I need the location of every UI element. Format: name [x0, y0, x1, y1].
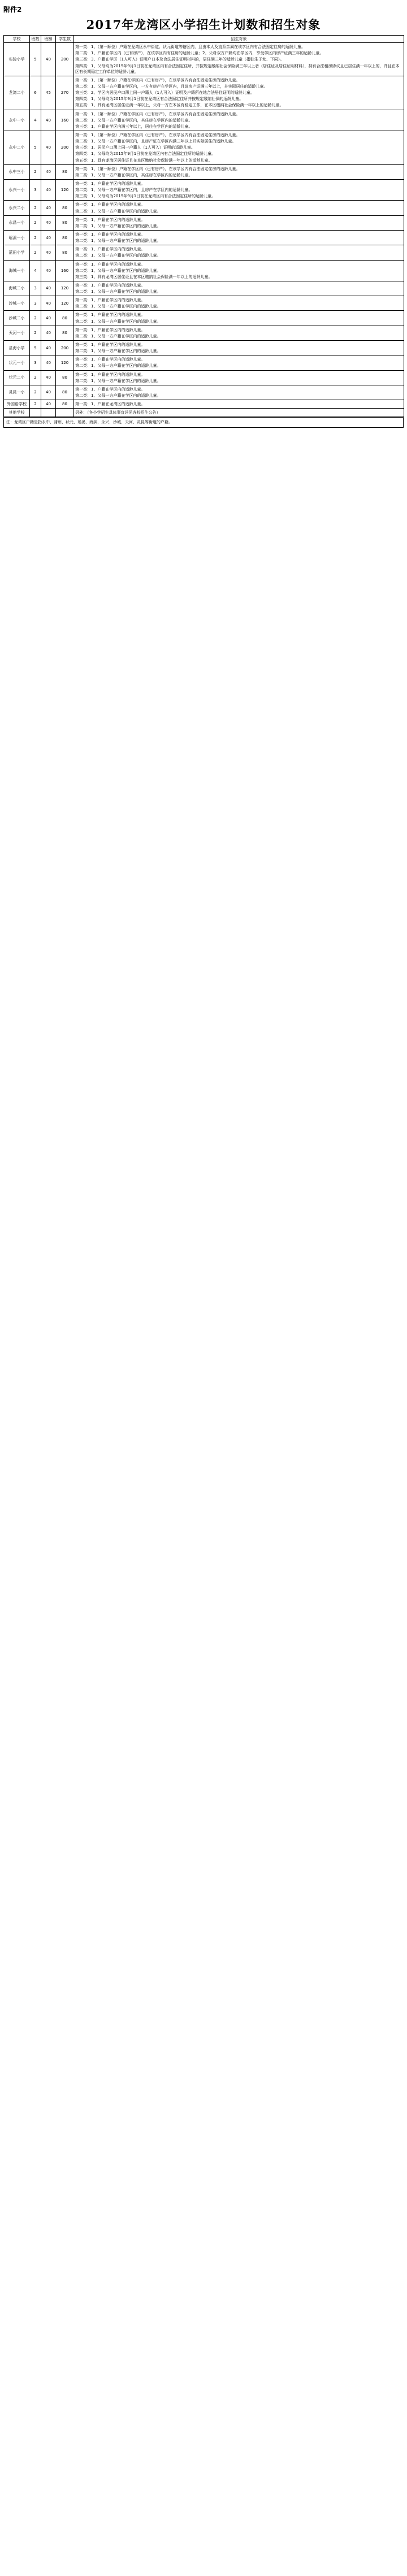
school-cell: 灵昆一小	[4, 385, 30, 400]
school-cell: 永兴一小	[4, 179, 30, 200]
table-row	[4, 326, 404, 340]
header-class-size: 班额	[41, 36, 56, 43]
enrollment-target-line: 第一类：1、（第一顺位）户籍在学区内（已有房产），在该学区内有合法固定住房的适龄儿童。	[75, 77, 240, 83]
school-cell: 外国语学校	[4, 400, 30, 409]
classes-cell: 5	[30, 341, 41, 355]
enrollment-target-line: 第一类：1、户籍在学区内的适龄儿童。	[75, 387, 145, 392]
footer-note: 注：龙湾区户籍是指永中、蒲州、状元、瑶溪、海滨、永兴、沙城、天河、灵昆等街道的户籍。	[4, 418, 404, 427]
enrollment-target-line: 第一类：1、户籍在学区内的适龄儿童。	[75, 298, 145, 303]
enrollment-target-line: 第四类：1、父母均为2015年9月1日前在龙湾区内有合法固定住所的适龄儿童。	[75, 151, 216, 157]
class-size-cell: 40	[41, 400, 56, 409]
students-cell: 120	[56, 179, 74, 200]
enrollment-target-line: 第五类：1、具有龙湾区居住证满一年以上，父母一方在本区有稳定工作，在本区缴纳社会保险满一年以上的适龄儿童。	[75, 103, 284, 108]
class-size-cell: 40	[41, 311, 56, 326]
enrollment-target-line: 第二类：1、父母一方户籍在学区内的适龄儿童。	[75, 363, 161, 368]
enrollment-target-cell	[74, 201, 404, 215]
classes-cell: 2	[30, 311, 41, 326]
enrollment-target-cell	[74, 409, 404, 417]
students-cell: 80	[56, 164, 74, 179]
enrollment-target-line: 第二类：1、父母一方户籍在学区内的适龄儿童。	[75, 319, 161, 324]
class-size-cell: 40	[41, 201, 56, 215]
enrollment-target-line: 第二类：1、父母一方户籍在学区内，一方有房产在学区内，且该房产证满三年以上，并实际居住的适龄儿童。	[75, 84, 268, 89]
table-row	[4, 245, 404, 260]
students-cell: 80	[56, 201, 74, 215]
enrollment-target-line: 第二类：1、父母一方户籍在学区内的适龄儿童。	[75, 209, 161, 214]
enrollment-target-line: 第二类：1、父母一方户籍在学区内，其住房在学区内的适龄儿童。	[75, 172, 193, 177]
students-cell: 120	[56, 296, 74, 311]
enrollment-target-cell	[74, 326, 404, 340]
enrollment-target-line: 第二类：1、父母一方户籍在学区内的适龄儿童。	[75, 378, 161, 383]
school-cell: 永昌一小	[4, 215, 30, 230]
school-cell: 状元二小	[4, 370, 30, 385]
classes-cell: 2	[30, 164, 41, 179]
enrollment-target-line: 第一类：1、户籍在学区内的适龄儿童。	[75, 342, 145, 348]
enrollment-target-line: 第五类：1、具有龙湾区居住证且在本区缴纳社会保险满一年以上的适龄儿童。	[75, 158, 213, 163]
classes-cell: 6	[30, 76, 41, 110]
students-cell: 80	[56, 245, 74, 260]
class-size-cell: 40	[41, 370, 56, 385]
enrollment-target-line: 第一类：1、户籍在学区内的适龄儿童。	[75, 181, 145, 186]
students-cell: 80	[56, 311, 74, 326]
class-size-cell: 40	[41, 230, 56, 245]
enrollment-target-line: 第一类：1、户籍在学区内的适龄儿童。	[75, 357, 145, 362]
table-row	[4, 179, 404, 200]
enrollment-target-cell	[74, 245, 404, 260]
enrollment-target-cell	[74, 355, 404, 370]
enrollment-target-cell	[74, 110, 404, 131]
enrollment-target-line: 第二类：1、父母一方户籍在学区内，且房产在学区内的适龄儿童。	[75, 188, 193, 193]
class-size-cell: 40	[41, 296, 56, 311]
students-cell: 160	[56, 110, 74, 131]
enrollment-target-cell	[74, 370, 404, 385]
enrollment-target-cell	[74, 296, 404, 311]
table-row	[4, 281, 404, 296]
enrollment-target-line: 第一类：1、户籍在学区内的适龄儿童。	[75, 247, 145, 252]
enrollment-target-line: 第四类：1、父母均为2015年9月1日前在龙湾区内有合法固定住所，并按规定缴纳社会保险满三年以上者（居住证及居住证明材料），持有合法租房协议且已居住满一年以上的，并且在本区有长期稳定工作单位的适龄儿童。	[75, 63, 400, 74]
table-row	[4, 370, 404, 385]
classes-cell: 3	[30, 281, 41, 296]
classes-cell: 2	[30, 400, 41, 409]
header-enrollment-targets: 招生对象	[74, 36, 404, 43]
classes-cell	[30, 409, 41, 417]
enrollment-target-line: 第一类：1、户籍在学区内的适龄儿童。	[75, 372, 145, 377]
enrollment-target-cell	[74, 215, 404, 230]
class-size-cell: 40	[41, 260, 56, 281]
enrollment-target-line: 第一类：1、户籍在学区内的适龄儿童。	[75, 262, 145, 267]
school-cell: 天河一小	[4, 326, 30, 340]
header-classes: 班数	[30, 36, 41, 43]
enrollment-target-line: 第三类：1、户籍在学区内满三年以上，居住在学区内的适龄儿童。	[75, 124, 193, 129]
enrollment-table-wrapper	[3, 35, 404, 428]
students-cell: 200	[56, 341, 74, 355]
students-cell: 270	[56, 76, 74, 110]
classes-cell: 2	[30, 230, 41, 245]
table-row	[4, 76, 404, 110]
table-header-row	[4, 36, 404, 43]
school-cell: 永中二小	[4, 131, 30, 164]
classes-cell: 2	[30, 245, 41, 260]
students-cell	[56, 409, 74, 417]
table-row	[4, 296, 404, 311]
enrollment-target-line: 第四类：1、父母均为2015年9月1日前在龙湾区有合法固定住所并按规定缴纳社保的适龄儿童。	[75, 97, 244, 102]
enrollment-target-line: 第二类：1、父母一方户籍在学区内的适龄儿童。	[75, 304, 161, 309]
students-cell: 120	[56, 355, 74, 370]
class-size-cell: 40	[41, 131, 56, 164]
class-size-cell: 40	[41, 326, 56, 340]
classes-cell: 2	[30, 201, 41, 215]
enrollment-target-line: 第一类：1、户籍在学区内的适龄儿童。	[75, 232, 145, 237]
table-row	[4, 230, 404, 245]
enrollment-target-line: 第二类：1、父母一方户籍在学区内，且房产证在学区内满三年以上并实际居住的适龄儿童。	[75, 139, 236, 144]
enrollment-target-line: 第一类：1、户籍在龙湾区的适龄儿童。	[75, 402, 145, 407]
students-cell: 80	[56, 385, 74, 400]
table-row	[4, 409, 404, 417]
table-row	[4, 215, 404, 230]
classes-cell: 5	[30, 131, 41, 164]
students-cell: 120	[56, 281, 74, 296]
table-row	[4, 341, 404, 355]
table-row	[4, 400, 404, 409]
table-row	[4, 385, 404, 400]
classes-cell: 4	[30, 110, 41, 131]
enrollment-target-line: 第三类：1、具有龙湾区居住证且在本区缴纳社会保险满一年以上的适龄儿童。	[75, 274, 213, 279]
enrollment-target-cell	[74, 179, 404, 200]
class-size-cell: 40	[41, 341, 56, 355]
school-cell: 海城一小	[4, 260, 30, 281]
classes-cell: 3	[30, 179, 41, 200]
enrollment-target-line: 第一类：1、户籍在学区内的适龄儿童。	[75, 202, 145, 207]
enrollment-target-cell	[74, 230, 404, 245]
enrollment-target-line: 第二类：1、父母一方户籍在学区内的适龄儿童。	[75, 289, 161, 294]
enrollment-target-cell	[74, 43, 404, 76]
enrollment-target-line: 第三类：1、居民户口簿上同一户籍人（1人可入）证明的适龄儿童。	[75, 145, 195, 150]
classes-cell: 2	[30, 326, 41, 340]
enrollment-target-line: 第二类：1、父母一方户籍在学区内的适龄儿童。	[75, 253, 161, 258]
school-cell: 永中三小	[4, 164, 30, 179]
enrollment-target-line: 第一类：1、（第一顺位）户籍在学区内（已有房产），在该学区内有合法固定住房的适龄儿童。	[75, 111, 240, 116]
table-row	[4, 260, 404, 281]
school-cell: 永中一小	[4, 110, 30, 131]
enrollment-target-line: 第一类：1、（第一顺位）户籍在龙湾区永中街道、状元街道等辖区内，且由本人及直系亲属在该学区内有合法固定住房的适龄儿童。	[75, 45, 305, 50]
school-cell: 星海小学	[4, 341, 30, 355]
enrollment-target-cell	[74, 76, 404, 110]
students-cell: 200	[56, 43, 74, 76]
enrollment-target-line: 第一类：1、（第一顺位）户籍在学区内（已有房产），在该学区内有合法固定住房的适龄儿童。	[75, 132, 240, 137]
footer-table	[3, 417, 404, 427]
school-cell: 蓝田小学	[4, 245, 30, 260]
class-size-cell: 40	[41, 43, 56, 76]
school-cell: 实验小学	[4, 43, 30, 76]
students-cell: 160	[56, 260, 74, 281]
enrollment-target-line: 第三类：1、父母均为2015年9月1日前在龙湾区内有合法固定住所的适龄儿童。	[75, 194, 216, 199]
enrollment-target-line: 第一类：1、户籍在学区内的适龄儿童。	[75, 313, 145, 318]
classes-cell: 3	[30, 296, 41, 311]
header-school: 学校	[4, 36, 30, 43]
table-row	[4, 201, 404, 215]
class-size-cell: 40	[41, 215, 56, 230]
table-row	[4, 311, 404, 326]
school-cell: 龙湾二小	[4, 76, 30, 110]
enrollment-target-cell	[74, 400, 404, 409]
header-students: 学生数	[56, 36, 74, 43]
enrollment-target-line: 第二类：1、父母一方户籍在学区内的适龄儿童。	[75, 238, 161, 244]
table-row	[4, 355, 404, 370]
enrollment-target-line: 第三类：2、学区内居民户口簿上同一户籍人（1人可入）证明及户籍所在地合法居住证明的适龄儿童。	[75, 90, 254, 96]
students-cell: 80	[56, 400, 74, 409]
class-size-cell: 45	[41, 76, 56, 110]
enrollment-target-line: 第二类：1、父母一方户籍在学区内，其住房在学区内的适龄儿童。	[75, 118, 193, 123]
school-cell: 状元一小	[4, 355, 30, 370]
classes-cell: 5	[30, 43, 41, 76]
classes-cell: 2	[30, 370, 41, 385]
enrollment-target-line: 第二类：1、父母一方户籍在学区内的适龄儿童。	[75, 393, 161, 398]
table-body	[4, 43, 404, 417]
students-cell: 80	[56, 370, 74, 385]
enrollment-target-line: 第二类：1、父母一方户籍在学区内的适龄儿童。	[75, 223, 161, 228]
enrollment-target-cell	[74, 385, 404, 400]
school-cell: 其他学校	[4, 409, 30, 417]
table-row	[4, 131, 404, 164]
enrollment-target-line: 第二类：1、户籍在学区内（已有房产），在该学区内有住房的适龄儿童；2、父母双方户籍均在学区内，享受学区内房产证满三年的适龄儿童。	[75, 51, 324, 56]
school-cell: 沙城一小	[4, 296, 30, 311]
enrollment-target-line: 另外：（各小学招生具体事宜详见各校招生公告）	[75, 410, 161, 415]
class-size-cell: 40	[41, 164, 56, 179]
enrollment-target-line: 第一类：1、户籍在学区内的适龄儿童。	[75, 217, 145, 222]
school-cell: 瑶溪一小	[4, 230, 30, 245]
enrollment-target-line: 第三类：3、户籍在学区（1人可入）证明户口本及合法居住证明材料的，居住满三年的适龄儿童（指独生子女、下同）。	[75, 57, 284, 62]
enrollment-target-cell	[74, 281, 404, 296]
enrollment-target-line: 第二类：1、父母一方户籍在学区内的适龄儿童。	[75, 333, 161, 339]
classes-cell: 2	[30, 215, 41, 230]
students-cell: 80	[56, 326, 74, 340]
students-cell: 80	[56, 215, 74, 230]
class-size-cell: 40	[41, 245, 56, 260]
enrollment-target-cell	[74, 164, 404, 179]
enrollment-target-cell	[74, 341, 404, 355]
table-row	[4, 110, 404, 131]
class-size-cell: 40	[41, 281, 56, 296]
table-row	[4, 164, 404, 179]
class-size-cell: 40	[41, 385, 56, 400]
enrollment-target-line: 第二类：1、父母一方户籍在学区内的适龄儿童。	[75, 268, 161, 273]
enrollment-target-line: 第一类：1、户籍在学区内的适龄儿童。	[75, 327, 145, 332]
enrollment-target-line: 第一类：1、（第一顺位）户籍在学区内（已有房产），在该学区内有合法固定住房的适龄儿童。	[75, 166, 240, 171]
enrollment-table	[3, 35, 404, 417]
school-cell: 沙城二小	[4, 311, 30, 326]
enrollment-target-cell	[74, 260, 404, 281]
annex-label: 附件2	[3, 6, 22, 14]
classes-cell: 3	[30, 355, 41, 370]
enrollment-target-line: 第一类：1、户籍在学区内的适龄儿童。	[75, 283, 145, 288]
class-size-cell: 40	[41, 355, 56, 370]
school-cell: 海城二小	[4, 281, 30, 296]
classes-cell: 2	[30, 385, 41, 400]
enrollment-target-cell	[74, 311, 404, 326]
enrollment-target-line: 第二类：1、父母一方户籍在学区内的适龄儿童。	[75, 349, 161, 354]
enrollment-target-cell	[74, 131, 404, 164]
students-cell: 80	[56, 230, 74, 245]
page-title: 2017年龙湾区小学招生计划数和招生对象	[86, 18, 321, 32]
table-row	[4, 43, 404, 76]
school-cell: 永兴二小	[4, 201, 30, 215]
students-cell: 200	[56, 131, 74, 164]
class-size-cell: 40	[41, 179, 56, 200]
class-size-cell	[41, 409, 56, 417]
class-size-cell: 40	[41, 110, 56, 131]
classes-cell: 4	[30, 260, 41, 281]
